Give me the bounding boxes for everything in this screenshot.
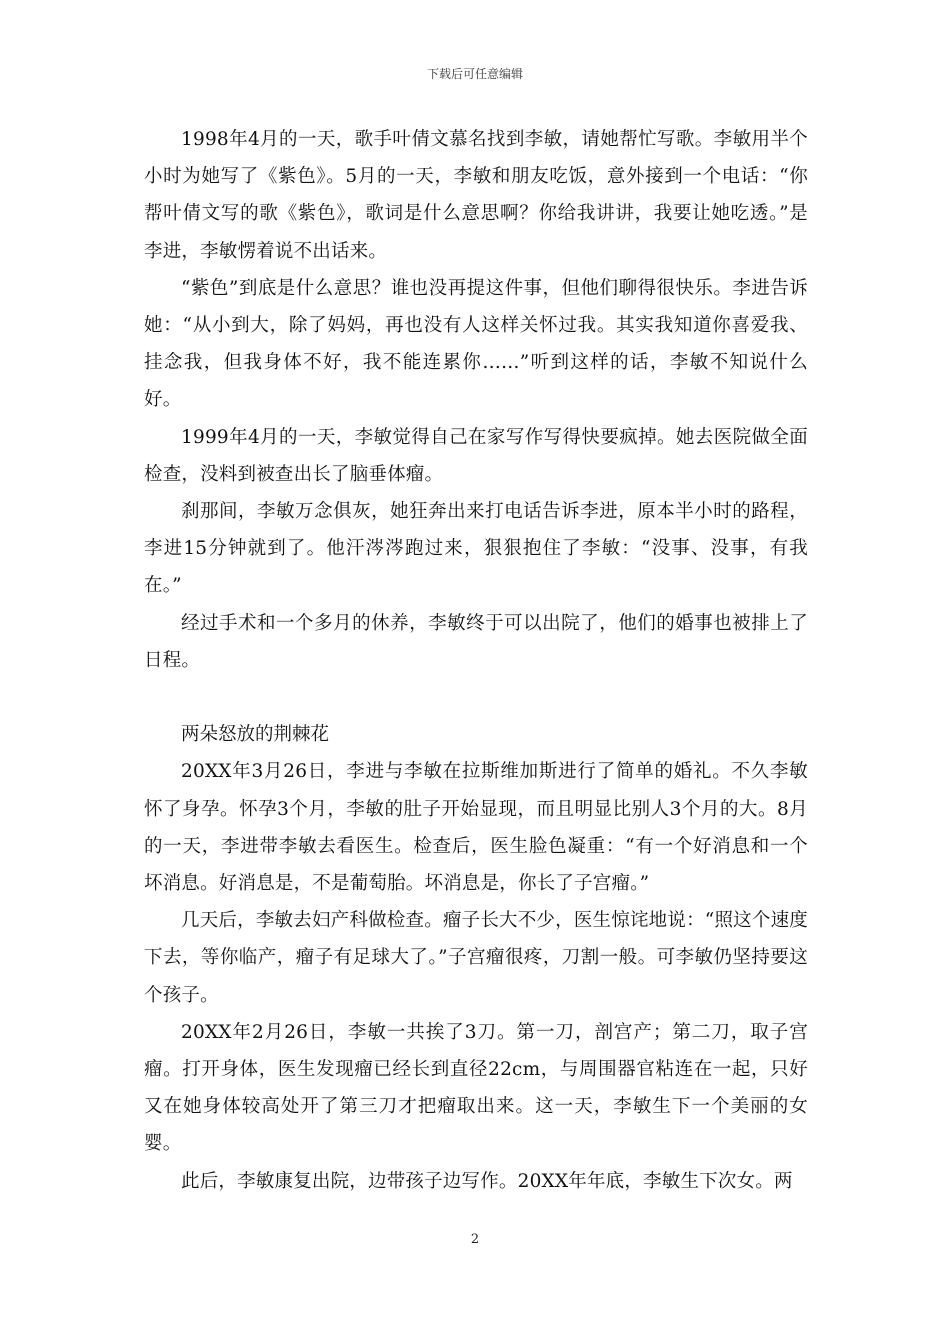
document-body — [144, 121, 808, 1200]
paragraph: 1999年4月的一天，李敏觉得自己在家写作写得快要疯掉。她去医院做全面检查，没料到被查出长了脑垂体瘤。 — [144, 426, 808, 485]
paragraph: 20XX年2月26日，李敏一共挨了3刀。第一刀，剖宫产；第二刀，取子宫瘤。打开身体，医生发现瘤已经长到直径22cm，与周围器官粘连在一起，只好又在她身体较高处开了第三刀才把瘤取出来。这一天，李敏生下一个美丽的女婴。 — [144, 1021, 808, 1155]
paragraph: 几天后，李敏去妇产科做检查。瘤子长大不少，医生惊诧地说：“照这个速度下去，等你临产，瘤子有足球大了。”子宫瘤很疼，刀割一般。可李敏仍坚持要这个孩子。 — [144, 910, 808, 1006]
paragraph: 1998年4月的一天，歌手叶倩文慕名找到李敏，请她帮忙写歌。李敏用半个小时为她写了《紫色》。5月的一天，李敏和朋友吃饭，意外接到一个电话：“你帮叶倩文写的歌《紫色》，歌词是什么意思啊？你给我讲讲，我要让她吃透。”是李进，李敏愣着说不出话来。 — [144, 129, 808, 262]
page-header: 下载后可任意编辑 — [426, 67, 523, 81]
paragraph: 此后，李敏康复出院，边带孩子边写作。20XX年年底，李敏生下次女。两 — [181, 1170, 793, 1192]
section-heading: 两朵怒放的荆棘花 — [181, 724, 330, 746]
blank-line — [144, 679, 808, 716]
paragraph: 20XX年3月26日，李进与李敏在拉斯维加斯进行了简单的婚礼。不久李敏怀了身孕。怀孕3个月，李敏的肚子开始显现，而且明显比别人3个月的大。8月的一天，李进带李敏去看医生。检查后，医生脸色凝重：“有一个好消息和一个坏消息。好消息是，不是葡萄胎。坏消息是，你长了子宫瘤。” — [144, 761, 808, 895]
paragraph: 刹那间，李敏万念俱灰，她狂奔出来打电话告诉李进，原本半小时的路程，李进15分钟就到了。他汗涔涔跑过来，狠狠抱住了李敏：“没事、没事，有我在。” — [144, 501, 808, 597]
page-number: 2 — [470, 1232, 480, 1247]
paragraph: “紫色”到底是什么意思？谁也没再提这件事，但他们聊得很快乐。李进告诉她：“从小到大，除了妈妈，再也没有人这样关怀过我。其实我知道你喜爱我、挂念我，但我身体不好，我不能连累你……”听到这样的话，李敏不知说什么好。 — [144, 277, 808, 411]
paragraph: 经过手术和一个多月的休养，李敏终于可以出院了，他们的婚事也被排上了日程。 — [144, 612, 808, 671]
